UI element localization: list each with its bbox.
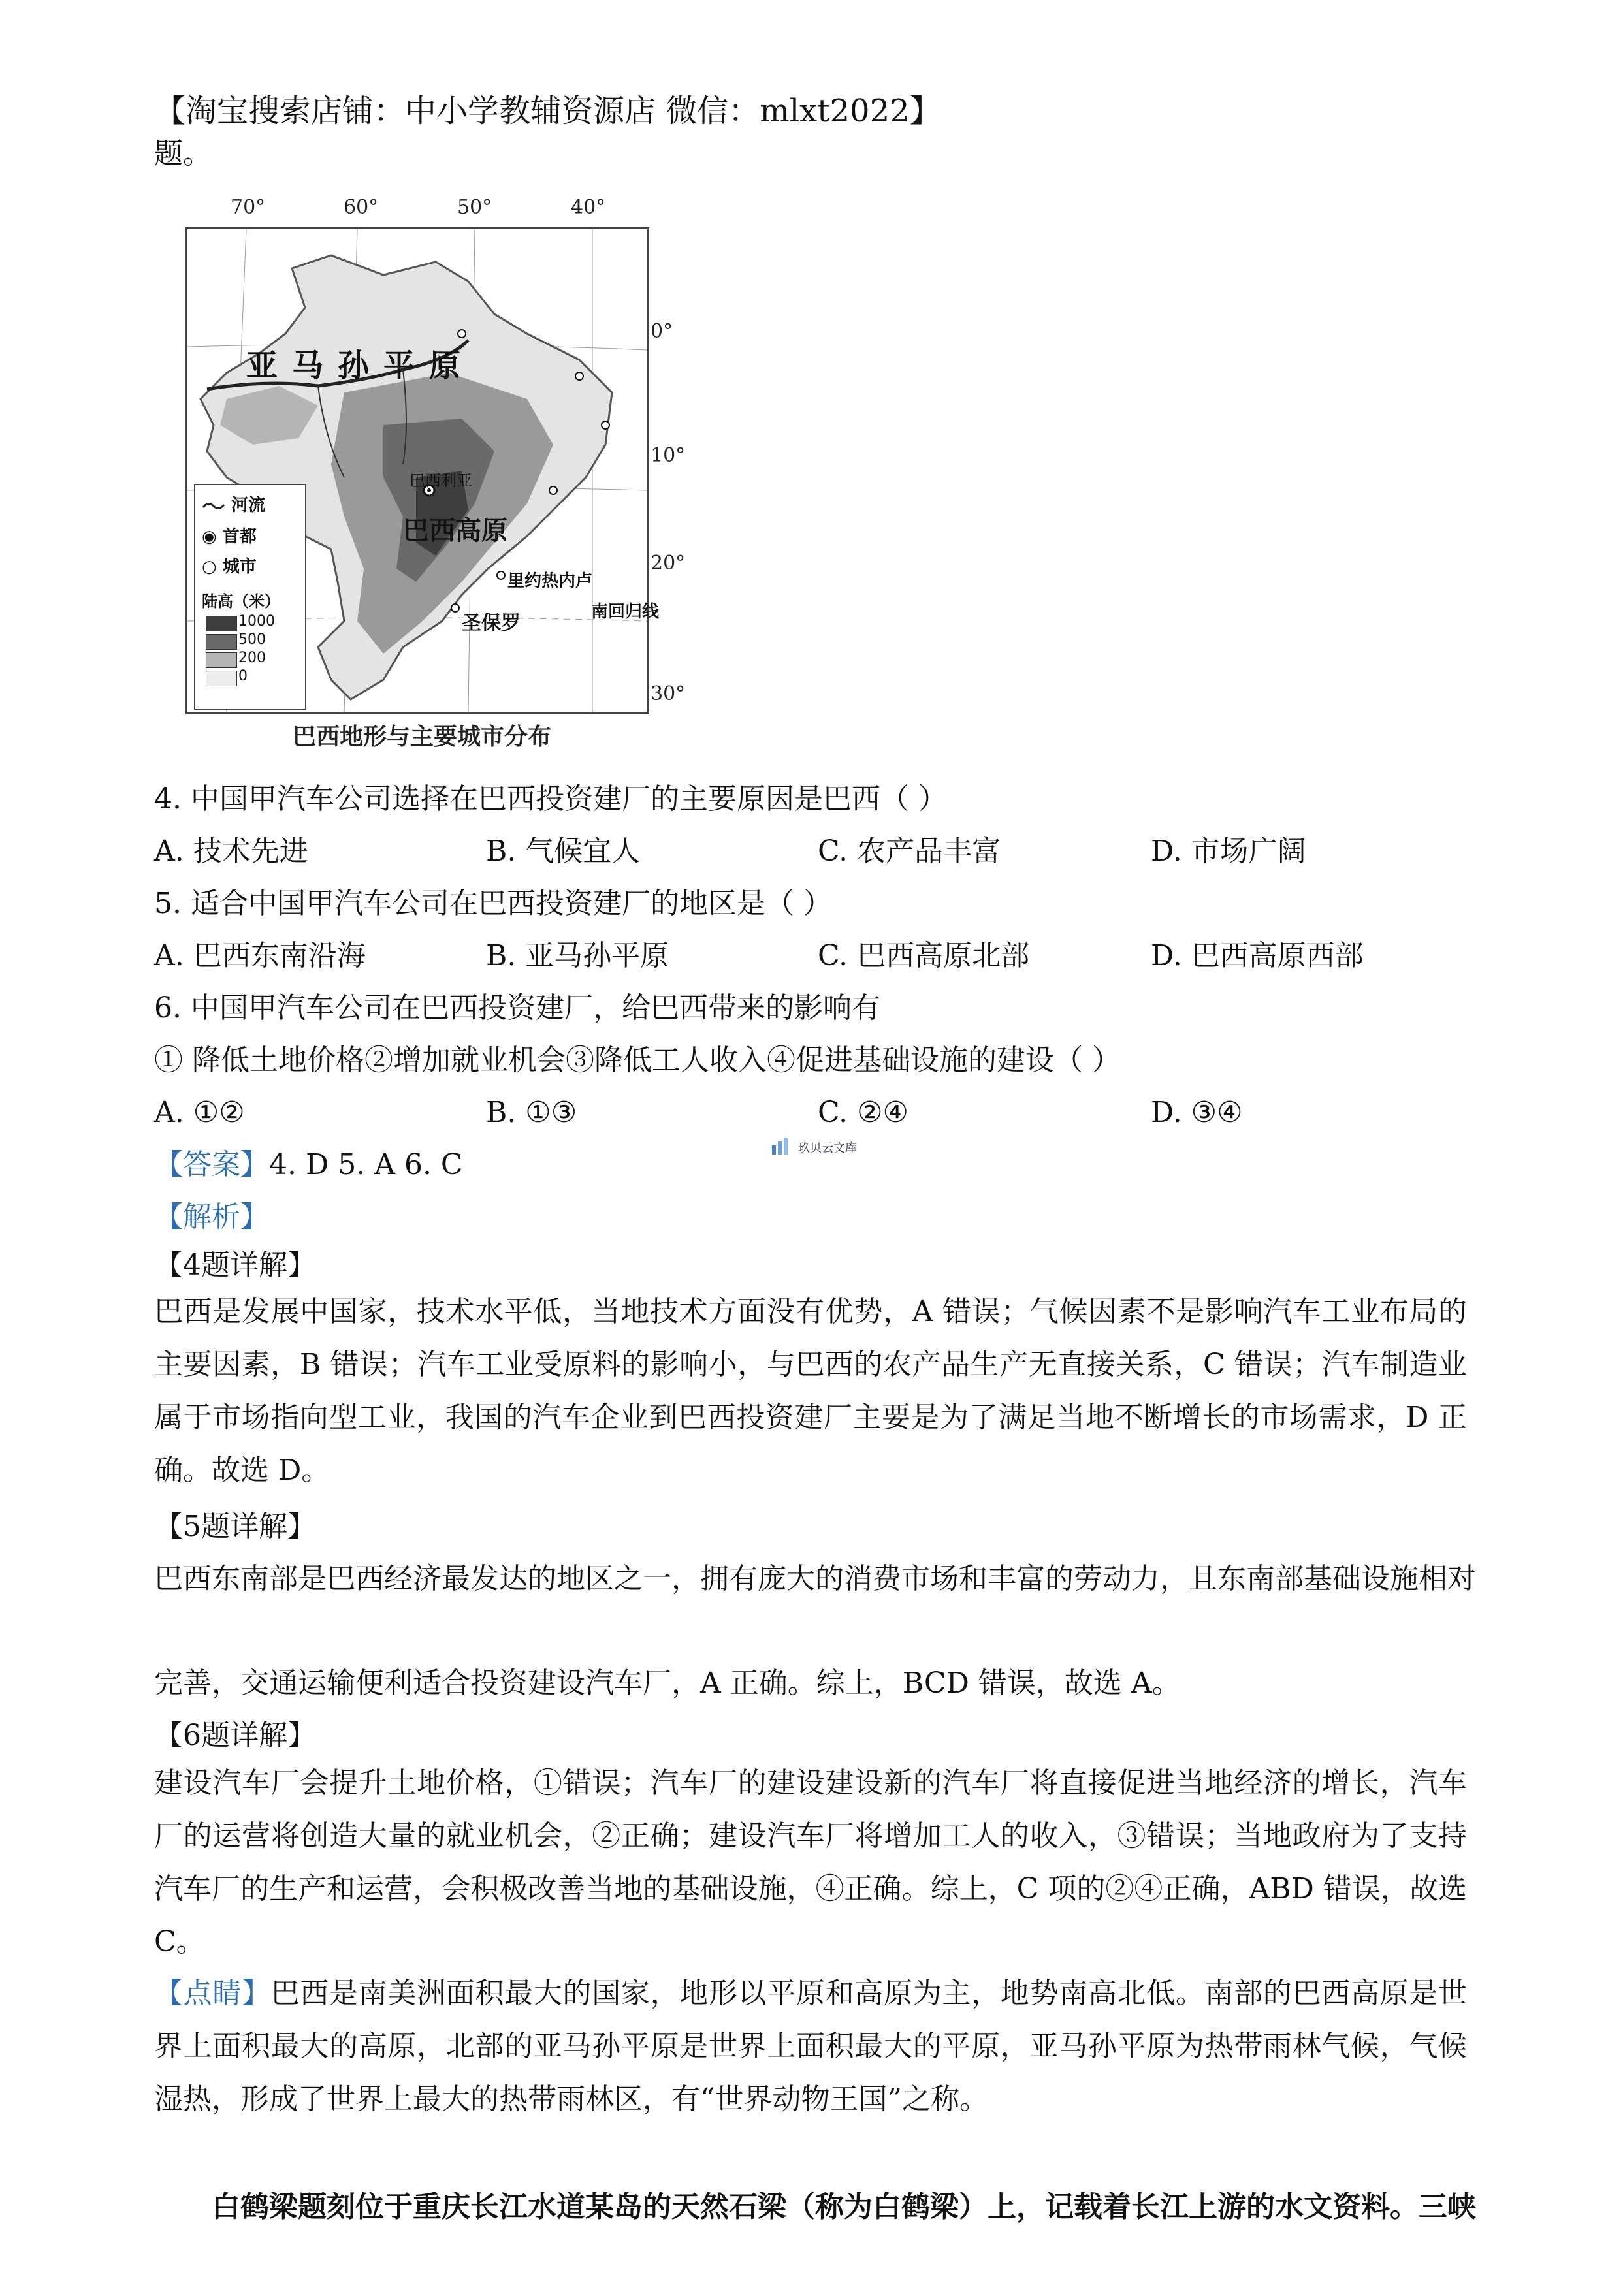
detail6-title: 【6题详解】: [154, 1719, 316, 1752]
saopaulo-label: 圣保罗: [462, 612, 521, 635]
detail6-text: 建设汽车厂会提升土地价格，①错误；汽车厂的建设建设新的汽车厂将直接促进当地经济的增长，汽车厂的运营将创造大量的就业机会，②正确；建设汽车厂将增加工人的收入，③错误；当地政府为了支持汽车厂的生产和运营，会积极改善当地的基础设施，④正确。综上，C 项的②④正确，ABD 错误，故选 C。: [154, 1766, 1467, 1958]
lat-label: 30°: [651, 682, 686, 705]
lat-label: 10°: [651, 444, 686, 467]
watermark-text: 玖贝云文库: [798, 1141, 857, 1155]
brazil-plateau-label: 巴西高原: [403, 516, 507, 546]
legend-capital: ◉ 首都: [202, 527, 257, 547]
q4-option-c: C. 农产品丰富: [818, 835, 1001, 868]
detail4-title: 【4题详解】: [154, 1249, 316, 1282]
map-caption: 巴西地形与主要城市分布: [293, 724, 552, 750]
lon-label: 50°: [457, 196, 492, 219]
next-passage: 白鹤梁题刻位于重庆长江水道某岛的天然石梁（称为白鹤梁）上，记载着长江上游的水文资料。三峡: [212, 2190, 1476, 2224]
q4-stem: 4. 中国甲汽车公司选择在巴西投资建厂的主要原因是巴西（ ）: [154, 782, 947, 816]
city-symbol-icon: ○: [202, 557, 217, 577]
q6-statements: ① 降低土地价格②增加就业机会③降低工人收入④促进基础设施的建设（ ）: [154, 1044, 1121, 1077]
map-frame: [185, 227, 660, 714]
elevation-swatch: [206, 634, 237, 650]
detail4-text: 巴西是发展中国家，技术水平低，当地技术方面没有优势，A 错误；气候因素不是影响汽车工业布局的主要因素，B 错误；汽车工业受原料的影响小，与巴西的农产品生产无直接关系，C 错误；汽车制造业属于市场指向型工业，我国的汽车企业到巴西投资建厂主要是为了满足当地不断增长的市场需求，D 正确。故选 D。: [154, 1295, 1467, 1487]
q6-option-b: B. ①③: [486, 1096, 577, 1129]
elevation-swatch: [206, 652, 237, 668]
q6-option-d: D. ③④: [1151, 1096, 1243, 1129]
legend-river: 河流: [202, 492, 265, 516]
watermark-logo: [769, 1136, 874, 1156]
lat-label: 20°: [651, 552, 686, 575]
q6-option-a: A. ①②: [154, 1096, 245, 1129]
watermark-icon: [769, 1136, 795, 1156]
answer-label: 【答案】: [154, 1148, 269, 1181]
map-legend: [194, 484, 306, 710]
tropic-label: 南回归线: [591, 602, 660, 622]
lon-label: 60°: [344, 196, 379, 219]
shop-header: 【淘宝搜索店铺：中小学教辅资源店 微信：mlxt2022】: [154, 93, 941, 129]
q5-option-b: B. 亚马孙平原: [486, 939, 669, 972]
tips-paragraph: [154, 1967, 1467, 2126]
brazil-map-figure: [175, 196, 698, 751]
rio-label: 里约热内卢: [507, 571, 593, 591]
elevation-level: 0: [238, 668, 248, 684]
brasilia-label: 巴西利亚: [410, 471, 472, 490]
capital-symbol-icon: ◉: [202, 527, 217, 547]
q6-option-c: C. ②④: [818, 1096, 908, 1129]
legend-city: ○ 城市: [202, 557, 257, 577]
analysis-label: 【解析】: [154, 1200, 269, 1234]
amazon-plain-label: 亚马孙平原: [246, 347, 475, 384]
header-fragment: 题。: [154, 137, 212, 170]
answer-line: [154, 1147, 463, 1183]
elevation-level: 1000: [238, 613, 275, 630]
elevation-level: 500: [238, 631, 266, 648]
detail5-text-2: 完善，交通运输便利适合投资建设汽车厂，A 正确。综上，BCD 错误，故选 A。: [154, 1666, 1181, 1700]
lat-label: 0°: [651, 320, 673, 343]
q5-stem: 5. 适合中国甲汽车公司在巴西投资建厂的地区是（ ）: [154, 887, 832, 920]
detail5-text-1: 巴西东南部是巴西经济最发达的地区之一，拥有庞大的消费市场和丰富的劳动力，且东南部基础设施相对: [154, 1562, 1476, 1595]
river-symbol-icon: [202, 500, 225, 513]
q5-option-d: D. 巴西高原西部: [1151, 939, 1364, 972]
elevation-swatch: [206, 671, 237, 686]
elevation-swatch: [206, 616, 237, 631]
elevation-level: 200: [238, 650, 266, 666]
legend-elevation-title: 陆高（米）: [202, 592, 280, 611]
tips-text: 巴西是南美洲面积最大的国家，地形以平原和高原为主，地势南高北低。南部的巴西高原是世界上面积最大的高原，北部的亚马孙平原是世界上面积最大的平原，亚马孙平原为热带雨林气候，气候湿热，形成了世界上最大的热带雨林区，有“世界动物王国”之称。: [154, 1977, 1468, 2116]
q4-option-a: A. 技术先进: [154, 835, 308, 868]
detail5-title: 【5题详解】: [154, 1510, 316, 1543]
answer-text: 4. D 5. A 6. C: [269, 1148, 463, 1181]
q6-stem: 6. 中国甲汽车公司在巴西投资建厂，给巴西带来的影响有: [154, 991, 880, 1025]
lon-label: 40°: [571, 196, 606, 219]
q4-option-d: D. 市场广阔: [1151, 835, 1306, 868]
q5-option-c: C. 巴西高原北部: [818, 939, 1030, 972]
q4-option-b: B. 气候宜人: [486, 835, 641, 868]
tips-label: 【点睛】: [154, 1977, 271, 2010]
lon-label: 70°: [231, 196, 266, 219]
q5-option-a: A. 巴西东南沿海: [154, 939, 366, 972]
